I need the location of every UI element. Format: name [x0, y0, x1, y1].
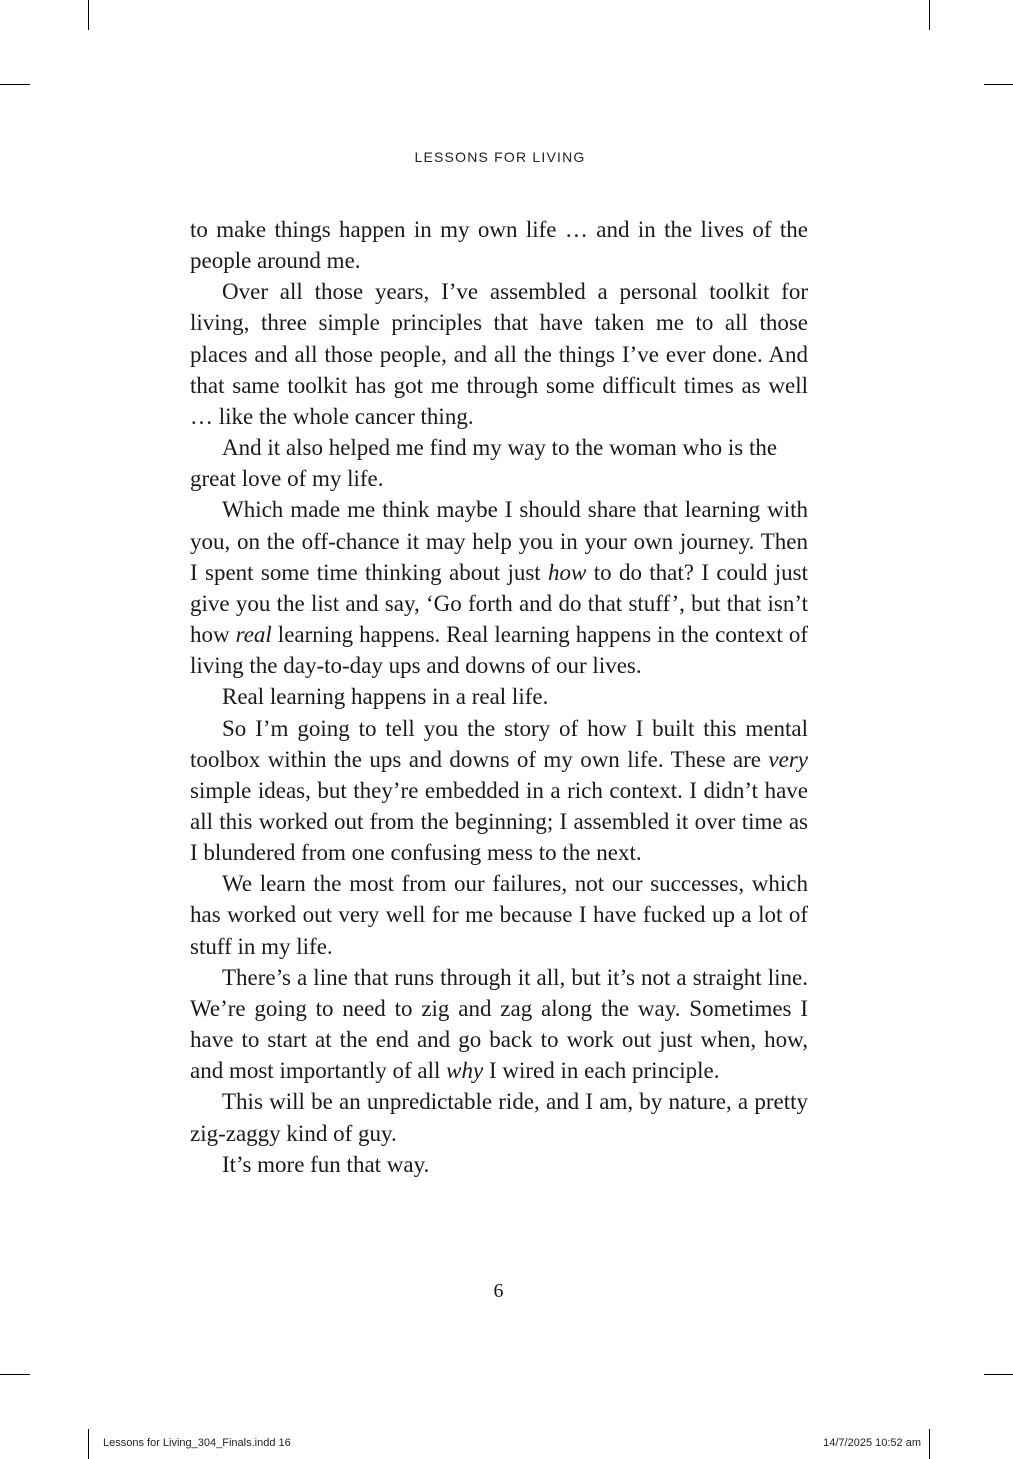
- paragraph: [190, 713, 808, 869]
- crop-mark-left-top: [0, 84, 30, 85]
- crop-mark-right-bottom: [984, 1374, 1013, 1375]
- paragraph: [190, 962, 808, 1087]
- italic-text: why: [446, 1058, 484, 1084]
- text-run: simple ideas, but they’re embedded in a rich context. I didn’t have all this worked out from the beginning; I assembled it over time as I blundered from one confusing mess to the next.: [190, 777, 808, 866]
- paragraph: [190, 1149, 808, 1180]
- italic-text: how: [548, 559, 587, 585]
- text-run: to do that? I could just give you the list and say, ‘Go forth and do that stuff’, but that isn’t how: [190, 559, 808, 648]
- crop-mark-right-top: [984, 84, 1013, 85]
- paragraph: [190, 494, 808, 681]
- text-run: There’s a line that runs through it all, but it’s not a straight line. We’re going to need to zig and zag along the way. Sometimes I have to start at the end and go back to work out just when, how, and most importantly of all: [190, 964, 808, 1084]
- crop-mark-left-bottom: [0, 1374, 30, 1375]
- crop-mark-top-left: [88, 0, 89, 30]
- italic-text: very: [768, 746, 808, 772]
- text-run: This will be an unpredictable ride, and I am, by nature, a pretty zig-zaggy kind of guy.: [190, 1089, 808, 1146]
- paragraph: [190, 214, 808, 276]
- text-run: Which made me think maybe I should share that learning with you, on the off-chance it may help you in your own journey. Then I spent some time thinking about just: [190, 497, 808, 585]
- text-run: We learn the most from our failures, not our successes, which has worked out very well for me because I have fucked up a lot of stuff in my life.: [190, 871, 808, 959]
- text-run: So I’m going to tell you the story of how I built this mental toolbox within the ups and downs of my own life. These are: [190, 715, 808, 772]
- text-run: learning happens. Real learning happens in the context of living the day-to-day ups and downs of our lives.: [190, 622, 808, 679]
- paragraph: [190, 276, 808, 432]
- text-run: And it also helped me find my way to the woman who is the great love of my life.: [190, 435, 778, 492]
- text-run: Real learning happens in a real life.: [222, 684, 549, 710]
- page-number: 6: [493, 1280, 504, 1302]
- paragraph: [190, 1086, 808, 1148]
- crop-mark-bottom-right: [929, 1429, 930, 1459]
- paragraph: [190, 681, 808, 712]
- paragraph: [190, 868, 808, 961]
- slug-datetime: 14/7/2025 10:52 am: [823, 1437, 921, 1449]
- crop-mark-bottom-left: [88, 1429, 89, 1459]
- running-head: LESSONS FOR LIVING: [414, 149, 586, 165]
- text-run: It’s more fun that way.: [222, 1151, 430, 1177]
- text-run: I wired in each principle.: [483, 1058, 720, 1084]
- slug-file-name: Lessons for Living_304_Finals.indd 16: [103, 1437, 291, 1449]
- text-run: to make things happen in my own life … and in the lives of the people around me.: [190, 217, 808, 274]
- text-run: Over all those years, I’ve assembled a personal toolkit for living, three simple principles that have taken me to all those places and all those people, and all the things I’ve ever done. And that same toolkit has got me through some difficult times as well … like the whole cancer thing.: [190, 279, 808, 429]
- paragraph: [190, 432, 808, 494]
- crop-mark-top-right: [929, 0, 930, 30]
- body-text: [190, 214, 808, 1180]
- italic-text: real: [235, 622, 272, 648]
